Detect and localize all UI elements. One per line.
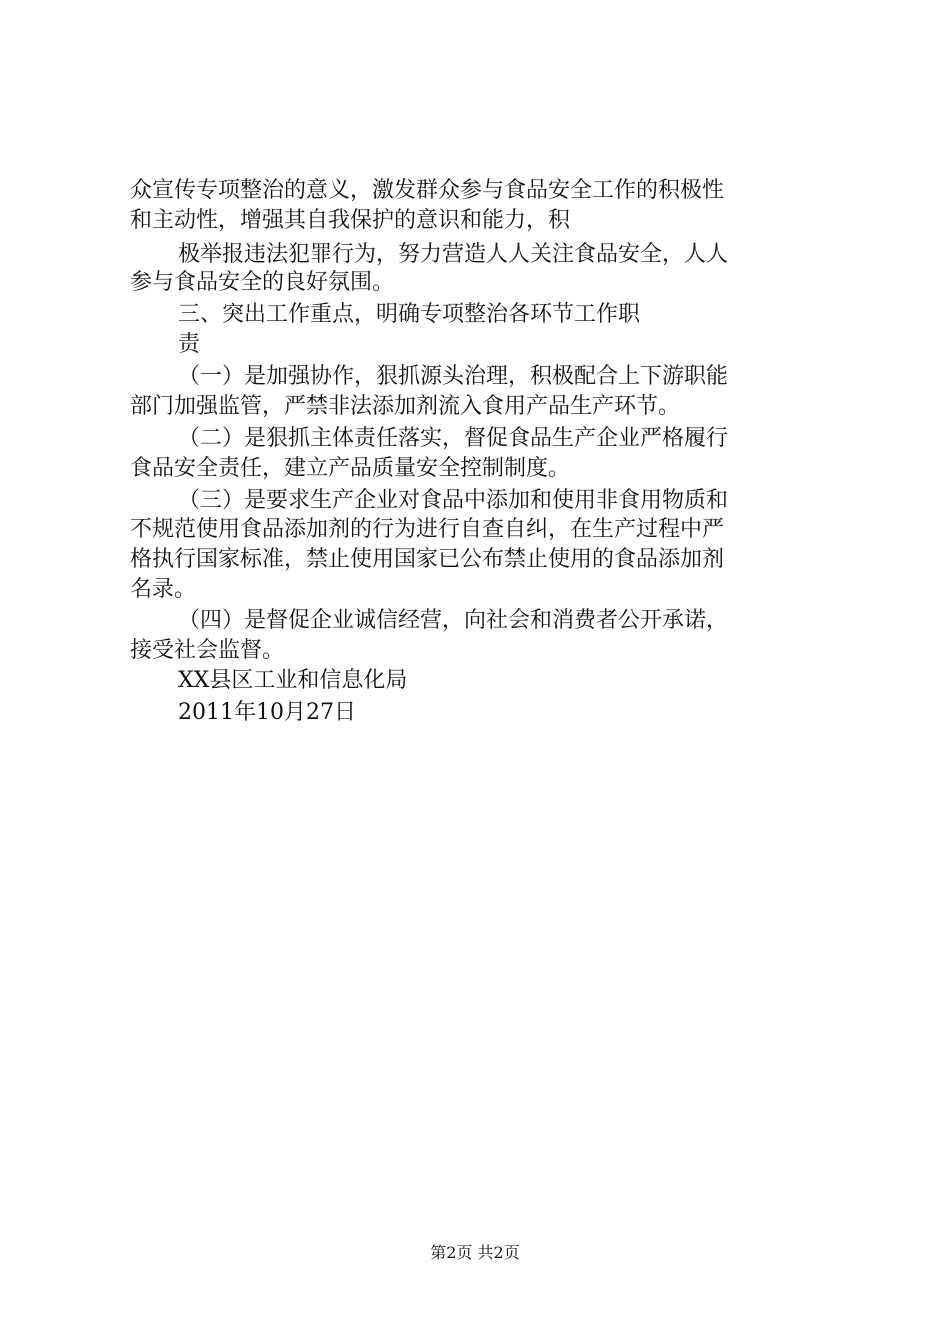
signature-organization: XX县区工业和信息化局 — [178, 668, 408, 693]
text-line: 极举报违法犯罪行为，努力营造人人关注食品安全，人人 — [178, 242, 729, 267]
signature-date: 2011年10月27日 — [178, 700, 356, 725]
text-line: （三）是要求生产企业对食品中添加和使用非食用物质和 — [178, 488, 729, 513]
text-line: 众宣传专项整治的意义，激发群众参与食品安全工作的积极性 — [130, 178, 725, 203]
page-number-footer: 第2页 共2页 — [430, 1243, 520, 1262]
text-line: 部门加强监管，严禁非法添加剂流入食用产品生产环节。 — [130, 394, 681, 419]
text-line: 不规范使用食品添加剂的行为进行自查自纠，在生产过程中严 — [130, 517, 725, 542]
text-line: （二）是狠抓主体责任落实，督促食品生产企业严格履行 — [178, 426, 729, 451]
section-heading: 三、突出工作重点，明确专项整治各环节工作职 — [178, 302, 641, 327]
text-line: 和主动性，增强其自我保护的意识和能力，积 — [130, 208, 571, 233]
text-line: 格执行国家标准，禁止使用国家已公布禁止使用的食品添加剂 — [130, 547, 725, 572]
text-line: 参与食品安全的良好氛围。 — [130, 270, 395, 295]
text-line: （四）是督促企业诚信经营，向社会和消费者公开承诺， — [178, 608, 729, 633]
text-line: 名录。 — [130, 577, 197, 602]
text-line: 食品安全责任，建立产品质量安全控制制度。 — [130, 456, 571, 481]
text-line: 接受社会监督。 — [130, 638, 285, 663]
text-line: （一）是加强协作，狠抓源头治理，积极配合上下游职能 — [178, 364, 729, 389]
section-heading-continued: 责 — [178, 332, 201, 357]
